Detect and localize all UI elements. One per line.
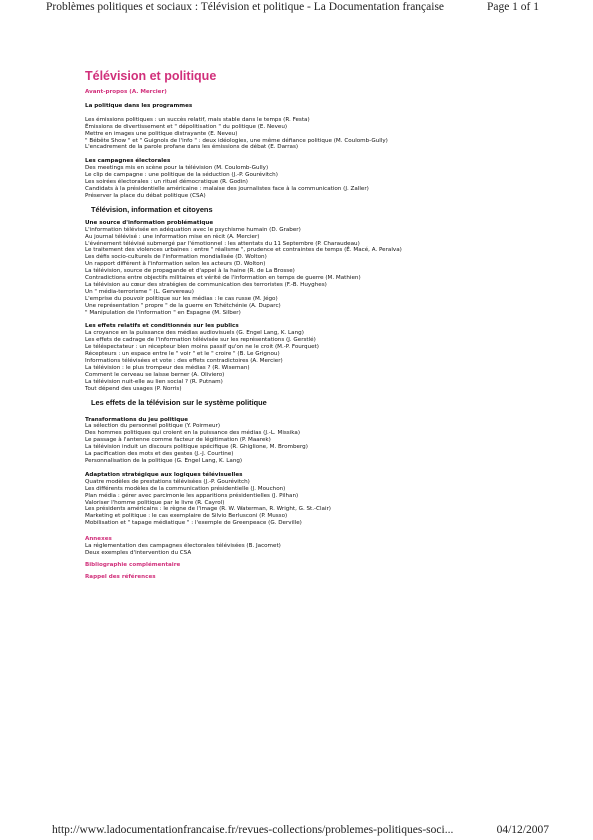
article-link[interactable]: Contradictions entre objectifs militaires et vérité de l'information en temps de guerre (M. Mathien): [85, 275, 361, 282]
article-link[interactable]: L'information télévisée en adéquation avec le psychisme humain (D. Graber): [85, 226, 301, 233]
browser-print-footer: [0, 824, 593, 840]
article-list: [85, 165, 555, 200]
article-link[interactable]: Les différents modèles de la communication présidentielle (J. Mouchon): [85, 485, 286, 492]
article-link[interactable]: Personnalisation de la politique (G. Engel Lang, K. Lang): [85, 457, 243, 464]
subsection-heading: Les campagnes électorales: [85, 158, 171, 165]
article-link[interactable]: La télévision : le plus trompeur des médias ? (R. Wiseman): [85, 364, 250, 371]
article-link[interactable]: Les soirées électorales : un rituel démocratique (R. Godin): [85, 179, 248, 186]
article-link[interactable]: Les effets de cadrage de l'information télévisée sur les représentations (J. Gerstlé): [85, 337, 316, 344]
article-link[interactable]: La pacification des mots et des gestes (J.-J. Courtine): [85, 451, 234, 458]
article-link[interactable]: La télévision au cœur des stratégies de communication des terroristes (F.-B. Huyghes): [85, 281, 327, 288]
document-body: [85, 68, 555, 581]
article-link[interactable]: Le traitement des violences urbaines : entre " réalisme ", prudence et contraintes de temps (É. Macé, A. Peralva): [85, 247, 402, 254]
subsection-heading: Adaptation stratégique aux logiques télévisuelles: [85, 471, 243, 478]
article-link[interactable]: L'emprise du pouvoir politique sur les médias : le cas russe (M. Jégo): [85, 295, 278, 302]
article-link[interactable]: Un " média-terrorisme " (L. Gervereau): [85, 288, 194, 295]
article-link[interactable]: L'événement télévisé submergé par l'émotionnel : les attentats du 11 Septembre (P. Charaudeau): [85, 240, 360, 247]
rappel-references-link[interactable]: Rappel des références: [85, 573, 156, 580]
article-link[interactable]: Plan média : gérer avec parcimonie les apparitions présidentielles (J. Pilhan): [85, 492, 299, 499]
annex-list: [85, 543, 555, 557]
subsection-heading: Transformations du jeu politique: [85, 416, 189, 423]
article-link[interactable]: Des hommes politiques qui croient en la puissance des médias (J.-L. Missika): [85, 430, 301, 437]
article-link[interactable]: Les défis socio-culturels de l'information mondialisée (D. Wolton): [85, 254, 267, 261]
article-link[interactable]: Un rapport différent à l'information selon les acteurs (D. Wolton): [85, 261, 266, 268]
article-link[interactable]: Les émissions politiques : un succès relatif, mais stable dans le temps (R. Festa): [85, 116, 310, 123]
article-link[interactable]: Informations télévisées et vote : des effets contradictoires (A. Mercier): [85, 358, 283, 364]
section-heading: La politique dans les programmes: [85, 102, 193, 109]
print-footer-date: 04/12/2007: [496, 824, 549, 836]
article-link[interactable]: " Manipulation de l'information " en Espagne (M. Silber): [85, 309, 241, 316]
article-link[interactable]: Deux exemples d'intervention du CSA: [85, 549, 192, 556]
page-title: Télévision et politique: [85, 69, 217, 83]
subsection-heading: Une source d'information problématique: [85, 219, 214, 226]
article-list: [85, 117, 555, 152]
article-list: [85, 227, 555, 317]
article-link[interactable]: " Bébête Show " et " Guignols de l'info " : deux idéologies, une même défiance politique (M. Coulomb-Gully): [85, 137, 388, 144]
article-link[interactable]: Récepteurs : un espace entre le " voir " et le " croire " (B. Le Grignou): [85, 351, 280, 358]
article-link[interactable]: Les présidents américains : le règne de l'image (R. W. Waterman, R. Wright, G. St.-Clair): [85, 506, 331, 513]
avant-propos-link[interactable]: Avant-propos (A. Mercier): [85, 89, 167, 95]
article-link[interactable]: Candidats à la présidentielle américaine : malaise des journalistes face à la communication (J. Zaller): [85, 185, 369, 192]
article-list: [85, 330, 555, 392]
article-link[interactable]: Le passage à l'antenne comme facteur de légitimation (P. Maarek): [85, 437, 271, 444]
article-link[interactable]: Tout dépend des usages (P. Norris): [85, 385, 182, 392]
article-link[interactable]: Le clip de campagne : une politique de la séduction (J.-P. Gourévitch): [85, 172, 278, 179]
bibliographie-link[interactable]: Bibliographie complémentaire: [85, 561, 181, 568]
article-link[interactable]: Mobilisation et " tapage médiatique " : l'exemple de Greenpeace (G. Derville): [85, 520, 302, 527]
annexes-link[interactable]: Annexes: [85, 536, 112, 543]
subsection-heading: Les effets relatifs et conditionnés sur les publics: [85, 323, 239, 330]
article-link[interactable]: La télévision, source de propagande et d'appel à la haine (R. de La Brosse): [85, 268, 295, 275]
article-link[interactable]: Quatre modèles de prestations télévisées (J.-P. Gourévitch): [85, 478, 250, 485]
article-link[interactable]: La télévision induit un discours politique spécifique (R. Ghiglione, M. Bromberg): [85, 444, 308, 451]
part-heading: Les effets de la télévision sur le système politique: [91, 397, 267, 407]
article-link[interactable]: La réglementation des campagnes électorales télévisées (B. Jacomet): [85, 543, 281, 550]
article-link[interactable]: Préserver la place du débat politique (CSA): [85, 192, 206, 199]
article-link[interactable]: Valoriser l'homme politique par le livre (R. Cayrol): [85, 499, 225, 506]
article-list: [85, 423, 555, 464]
print-footer-url: http://www.ladocumentationfrancaise.fr/revues-collections/problemes-politiques-soci...: [52, 824, 454, 836]
print-header-title: Problèmes politiques et sociaux : Télévision et politique - La Documentation française: [46, 1, 445, 13]
article-link[interactable]: L'encadrement de la parole profane dans les émissions de débat (E. Darras): [85, 144, 299, 151]
article-link[interactable]: La croyance en la puissance des médias audiovisuels (G. Engel Lang, K. Lang): [85, 330, 304, 337]
article-link[interactable]: Émissions de divertissement et " dépolitisation " du politique (E. Neveu): [85, 123, 288, 130]
article-list: [85, 479, 555, 527]
article-link[interactable]: Une représentation " propre " de la guerre en Tchétchénie (A. Duparc): [85, 302, 281, 309]
article-link[interactable]: Au journal télévisé : une information mise en récit (A. Mercier): [85, 233, 260, 240]
article-link[interactable]: La télévision nuit-elle au lien social ? (R. Putnam): [85, 378, 223, 385]
part-heading: Télévision, information et citoyens: [91, 204, 213, 214]
article-link[interactable]: Marketing et politique : le cas exemplaire de Silvio Berlusconi (P. Musso): [85, 513, 288, 520]
article-link[interactable]: Le téléspectateur : un récepteur bien moins passif qu'on ne le croit (M.-P. Fourquet): [85, 344, 319, 351]
article-link[interactable]: Mettre en images une politique distrayante (E. Neveu): [85, 130, 238, 137]
article-link[interactable]: Comment le cerveau se laisse berner (A. Oliviero): [85, 371, 225, 378]
article-link[interactable]: Des meetings mis en scène pour la télévision (M. Coulomb-Gully): [85, 165, 269, 172]
print-page-number: Page 1 of 1: [486, 1, 539, 13]
browser-print-header: [0, 0, 593, 16]
article-link[interactable]: La sélection du personnel politique (Y. Poirmeur): [85, 423, 221, 430]
